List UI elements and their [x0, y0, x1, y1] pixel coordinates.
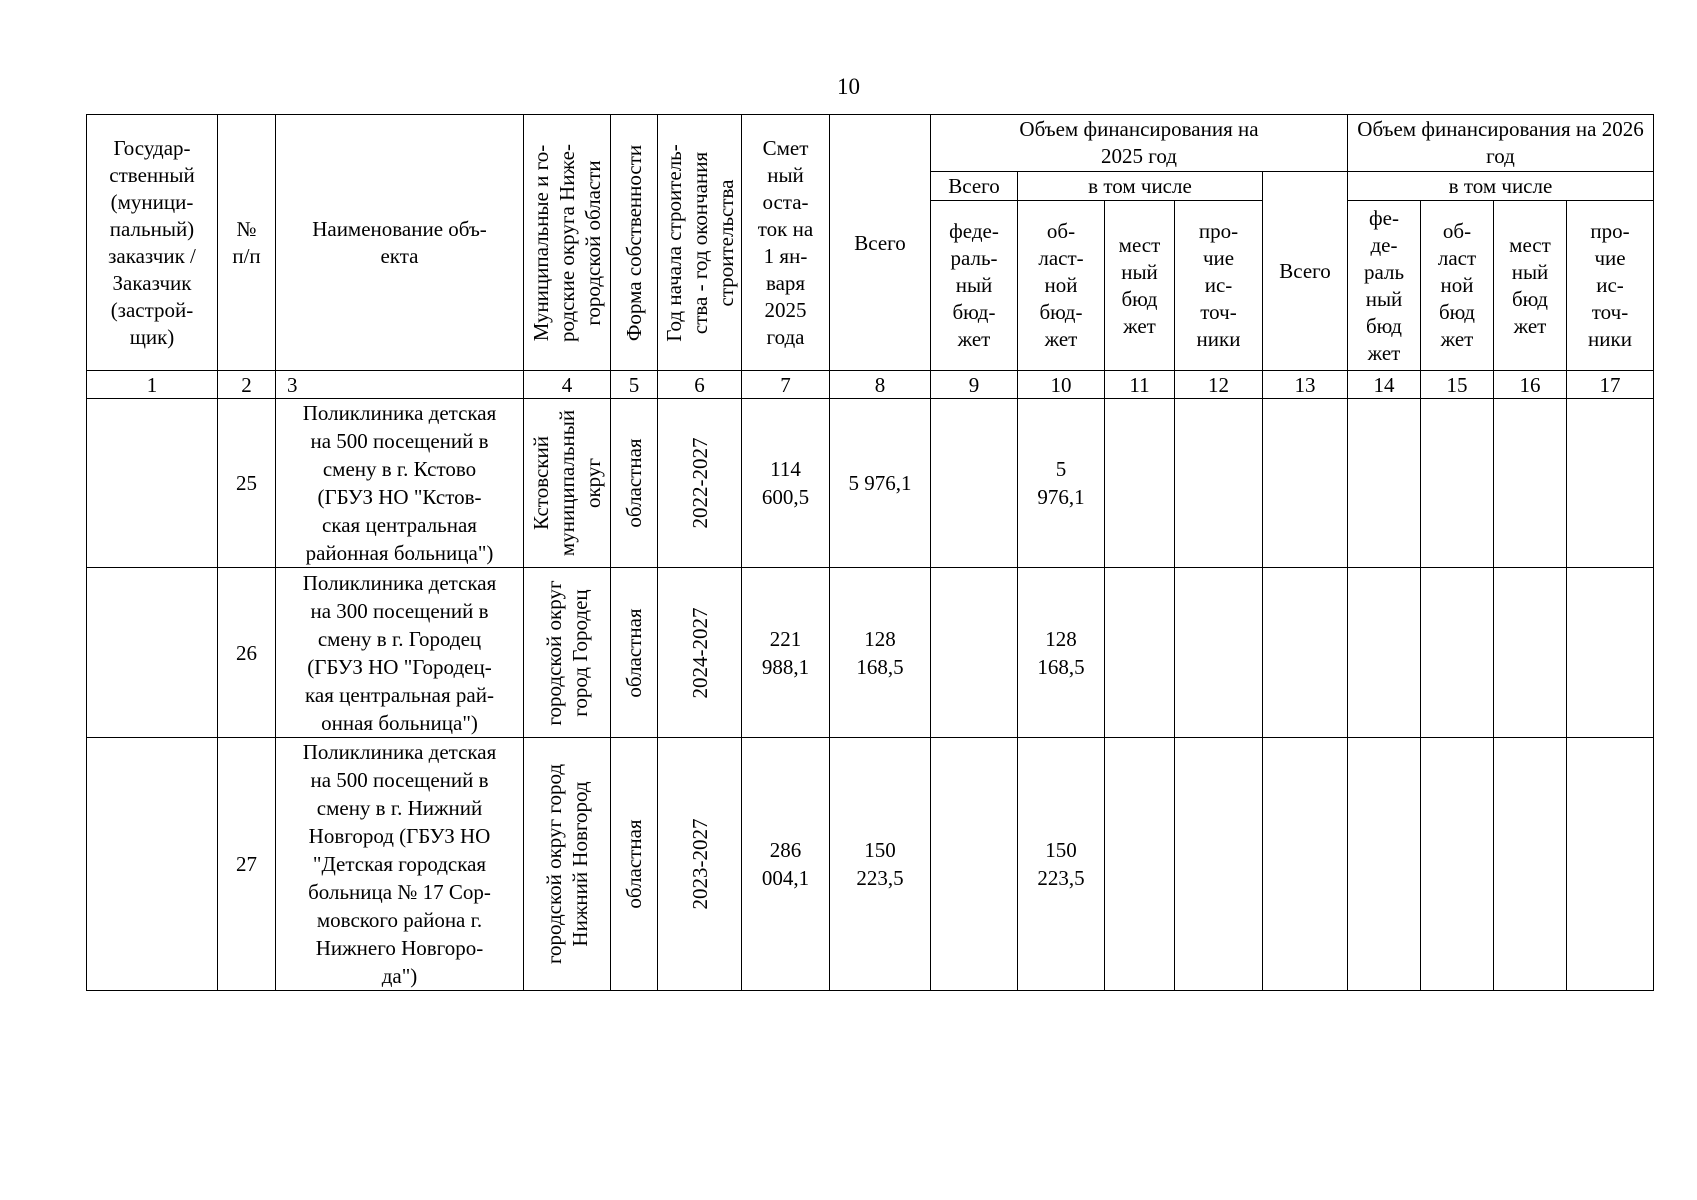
column-number: 14 — [1348, 371, 1421, 399]
cell-line: городской округ — [542, 579, 566, 726]
cell-line: городской округ город — [542, 763, 566, 965]
header-line: ники — [1196, 327, 1241, 351]
header-line: феде- — [949, 219, 999, 243]
cell-federal-2026 — [1348, 738, 1421, 991]
cell-municipal — [524, 399, 611, 568]
cell-customer — [87, 738, 218, 991]
header-line: бюд — [1439, 300, 1475, 324]
cell-line: онная больница") — [321, 710, 478, 735]
cell-line: 600,5 — [761, 485, 810, 509]
cell-line: Поликлиника детская — [302, 740, 497, 764]
header-line: раль- — [950, 246, 998, 270]
column-number: 4 — [524, 371, 611, 399]
header-line: Муниципальные и го- — [529, 144, 553, 341]
header-line: мест — [1509, 232, 1551, 257]
header-line: (застрой- — [110, 297, 194, 322]
cell-line: Нижнего Новгоро- — [315, 936, 484, 960]
cell-estimate — [742, 399, 830, 568]
header-line: ток на — [757, 216, 814, 241]
cell-line: на 500 посещений в — [310, 768, 489, 792]
financing-table — [86, 114, 1654, 991]
cell-ownership: областная — [611, 738, 658, 991]
header-federal-2026 — [1348, 201, 1421, 371]
column-number: 13 — [1263, 371, 1348, 399]
cell-line: округ — [581, 457, 605, 509]
cell-other-2025 — [1175, 738, 1263, 991]
cell-local-2025 — [1105, 738, 1175, 991]
header-line: ный — [1121, 259, 1158, 284]
cell-regional-2026 — [1421, 738, 1494, 991]
cell-line: 988,1 — [761, 654, 810, 679]
header-line: Смет — [762, 135, 809, 160]
cell-line: мовского района г. — [316, 908, 483, 932]
header-line: Заказчик — [112, 270, 192, 295]
cell-line: районная больница") — [305, 541, 494, 565]
header-line: п/п — [232, 243, 261, 268]
header-line: ственный — [109, 162, 195, 187]
header-line: про- — [1198, 219, 1239, 243]
cell-line: муниципальный — [555, 409, 579, 557]
cell-line: Кстовский — [529, 436, 553, 531]
cell-line: 221 — [769, 626, 802, 651]
cell-line: 5 — [1055, 457, 1067, 481]
header-line: де- — [1370, 232, 1398, 257]
header-line: чие — [1594, 246, 1626, 270]
header-line: ласт- — [1038, 246, 1084, 270]
header-line: ники — [1588, 327, 1632, 351]
cell-other-2026 — [1567, 738, 1654, 991]
header-line: ной — [1440, 273, 1474, 297]
header-line: пальный) — [109, 216, 195, 241]
cell-regional-2025 — [1018, 738, 1105, 991]
header-line: 2025 год — [1101, 144, 1177, 168]
header-line: чие — [1202, 246, 1235, 270]
column-number: 3 — [276, 371, 524, 399]
cell-line: 168,5 — [1037, 654, 1085, 679]
cell-regional-2026 — [1421, 568, 1494, 738]
header-line: бюд- — [952, 300, 996, 324]
header-other-2026 — [1567, 201, 1654, 371]
header-line: об- — [1442, 219, 1472, 243]
header-funding-2026 — [1348, 115, 1654, 172]
header-municipal — [524, 115, 611, 371]
cell-line: смену в г. Городец — [317, 626, 482, 651]
cell-years: 2023-2027 — [658, 738, 742, 991]
header-line: Объем финансирования на — [1019, 117, 1259, 141]
cell-line: город Городец — [568, 588, 592, 717]
header-line: ный — [955, 273, 993, 297]
cell-local-2026 — [1494, 568, 1567, 738]
cell-years: 2024-2027 — [658, 568, 742, 738]
cell-municipal — [524, 738, 611, 991]
header-line: жет — [1044, 327, 1078, 351]
cell-customer — [87, 568, 218, 738]
header-line: Год начала строитель- — [661, 143, 686, 342]
cell-years: 2022-2027 — [658, 399, 742, 568]
cell-regional-2026 — [1421, 399, 1494, 568]
cell-line: Нижний Новгород — [568, 781, 592, 947]
header-line: ный — [1365, 286, 1403, 311]
header-estimate — [742, 115, 830, 371]
header-line: раль — [1363, 259, 1405, 284]
table-row — [87, 568, 1654, 738]
header-line: оста- — [762, 189, 809, 214]
header-ownership: Форма собственности — [611, 115, 658, 371]
header-line: ис- — [1596, 273, 1624, 297]
header-line: ства - год окончания — [687, 151, 712, 334]
column-number: 17 — [1567, 371, 1654, 399]
column-number: 5 — [611, 371, 658, 399]
header-including-2026: в том числе — [1348, 172, 1654, 201]
column-number-row — [87, 371, 1654, 399]
header-line: жет — [1367, 340, 1401, 365]
header-years — [658, 115, 742, 371]
cell-line: 114 — [770, 457, 801, 481]
cell-total — [830, 738, 931, 991]
cell-line: 150 — [864, 838, 896, 862]
cell-total-2026 — [1263, 568, 1348, 738]
column-number: 8 — [830, 371, 931, 399]
header-line: про- — [1590, 219, 1630, 243]
cell-number: 25 — [218, 399, 276, 568]
header-line: заказчик / — [108, 243, 196, 268]
column-number: 10 — [1018, 371, 1105, 399]
header-local-2026 — [1494, 201, 1567, 371]
cell-number: 26 — [218, 568, 276, 738]
header-object-name — [276, 115, 524, 371]
header-line: Государ- — [113, 135, 191, 160]
column-number: 2 — [218, 371, 276, 399]
header-line: об- — [1046, 219, 1076, 243]
cell-object-name — [276, 399, 524, 568]
cell-ownership: областная — [611, 568, 658, 738]
header-line: бюд- — [1039, 300, 1083, 324]
header-line: Объем финансирования на 2026 — [1357, 117, 1644, 141]
header-line: жет — [1440, 327, 1474, 351]
cell-regional-2025 — [1018, 399, 1105, 568]
cell-estimate — [742, 738, 830, 991]
cell-line: Поликлиника детская — [302, 401, 497, 425]
column-number: 16 — [1494, 371, 1567, 399]
cell-federal-2025 — [931, 399, 1018, 568]
cell-line: (ГБУЗ НО "Кстов- — [317, 485, 482, 509]
cell-local-2025 — [1105, 399, 1175, 568]
header-line: щик) — [129, 324, 175, 349]
header-line: ис- — [1204, 273, 1233, 297]
cell-line: да") — [381, 964, 418, 988]
cell-federal-2026 — [1348, 399, 1421, 568]
cell-line: 128 — [864, 626, 896, 651]
cell-total — [830, 568, 931, 738]
header-line: год — [1486, 144, 1515, 168]
header-line: мест — [1118, 232, 1161, 257]
cell-object-name — [276, 568, 524, 738]
header-line: бюд — [1121, 286, 1158, 311]
header-line: бюд — [1512, 286, 1548, 311]
cell-other-2026 — [1567, 568, 1654, 738]
cell-line: 150 — [1045, 838, 1077, 862]
cell-line: ская центральная — [322, 513, 477, 537]
table-row — [87, 738, 1654, 991]
cell-line: 128 — [1045, 626, 1077, 651]
cell-federal-2025 — [931, 568, 1018, 738]
header-total-2025: Всего — [931, 172, 1018, 201]
cell-other-2025 — [1175, 399, 1263, 568]
header-line: городской области — [581, 159, 605, 326]
cell-line: 976,1 — [1037, 485, 1085, 509]
cell-regional-2025 — [1018, 568, 1105, 738]
header-customer — [87, 115, 218, 371]
cell-municipal — [524, 568, 611, 738]
cell-other-2025 — [1175, 568, 1263, 738]
cell-ownership: областная — [611, 399, 658, 568]
header-other-2025 — [1175, 201, 1263, 371]
cell-local-2026 — [1494, 399, 1567, 568]
header-line: жет — [1123, 313, 1156, 338]
cell-line: 223,5 — [1037, 866, 1085, 890]
cell-line: (ГБУЗ НО "Городец- — [307, 654, 492, 679]
header-line: Наименование объ- — [312, 216, 487, 241]
header-line: строительства — [713, 178, 738, 307]
column-number: 11 — [1105, 371, 1175, 399]
header-line: № — [236, 216, 257, 241]
cell-local-2026 — [1494, 738, 1567, 991]
header-regional-2025 — [1018, 201, 1105, 371]
header-line: (муници- — [110, 189, 194, 214]
header-local-2025 — [1105, 201, 1175, 371]
cell-line: на 500 посещений в — [310, 429, 489, 453]
cell-line: 5 976,1 — [848, 471, 912, 495]
column-number: 15 — [1421, 371, 1494, 399]
header-regional-2026 — [1421, 201, 1494, 371]
header-line: 1 ян- — [763, 243, 808, 268]
header-line: ный — [767, 162, 804, 187]
header-line: варя — [765, 270, 806, 295]
cell-object-name — [276, 738, 524, 991]
cell-line: 286 — [769, 838, 802, 862]
header-including-2025: в том числе — [1018, 172, 1263, 201]
header-line: точ- — [1591, 300, 1629, 324]
cell-line: кая центральная рай- — [305, 682, 494, 707]
cell-federal-2025 — [931, 738, 1018, 991]
cell-line: смену в г. Кстово — [322, 457, 477, 481]
header-line: жет — [957, 327, 991, 351]
cell-line: больница № 17 Сор- — [308, 880, 491, 904]
column-number: 6 — [658, 371, 742, 399]
header-line: фе- — [1369, 205, 1399, 230]
page-number: 10 — [837, 74, 860, 99]
cell-federal-2026 — [1348, 568, 1421, 738]
header-line: ный — [1511, 259, 1549, 284]
header-line: ласт — [1437, 246, 1477, 270]
cell-line: 168,5 — [856, 654, 904, 679]
header-total-2026: Всего — [1263, 172, 1348, 371]
cell-line: на 300 посещений в — [310, 598, 489, 623]
header-line: екта — [380, 243, 419, 268]
header-line: бюд — [1366, 313, 1402, 338]
cell-line: смену в г. Нижний — [316, 796, 483, 820]
cell-customer — [87, 399, 218, 568]
header-line: 2025 — [764, 297, 807, 322]
cell-number: 27 — [218, 738, 276, 991]
column-number: 7 — [742, 371, 830, 399]
header-line: родские округа Ниже- — [555, 143, 579, 342]
header-line: точ- — [1200, 300, 1237, 324]
header-line: жет — [1513, 313, 1547, 338]
column-number: 9 — [931, 371, 1018, 399]
cell-line: 223,5 — [856, 866, 904, 890]
header-total: Всего — [830, 115, 931, 371]
cell-line: "Детская городская — [312, 852, 487, 876]
cell-other-2026 — [1567, 399, 1654, 568]
cell-estimate — [742, 568, 830, 738]
cell-line: Поликлиника детская — [302, 570, 497, 595]
cell-total — [830, 399, 931, 568]
column-number: 12 — [1175, 371, 1263, 399]
cell-total-2026 — [1263, 399, 1348, 568]
header-number — [218, 115, 276, 371]
column-number: 1 — [87, 371, 218, 399]
table-row — [87, 399, 1654, 568]
header-line: ной — [1044, 273, 1078, 297]
header-federal-2025 — [931, 201, 1018, 371]
cell-local-2025 — [1105, 568, 1175, 738]
cell-line: Новгород (ГБУЗ НО — [308, 824, 491, 848]
header-funding-2025 — [931, 115, 1348, 172]
header-line: года — [766, 324, 805, 349]
cell-total-2026 — [1263, 738, 1348, 991]
cell-line: 004,1 — [761, 866, 810, 890]
